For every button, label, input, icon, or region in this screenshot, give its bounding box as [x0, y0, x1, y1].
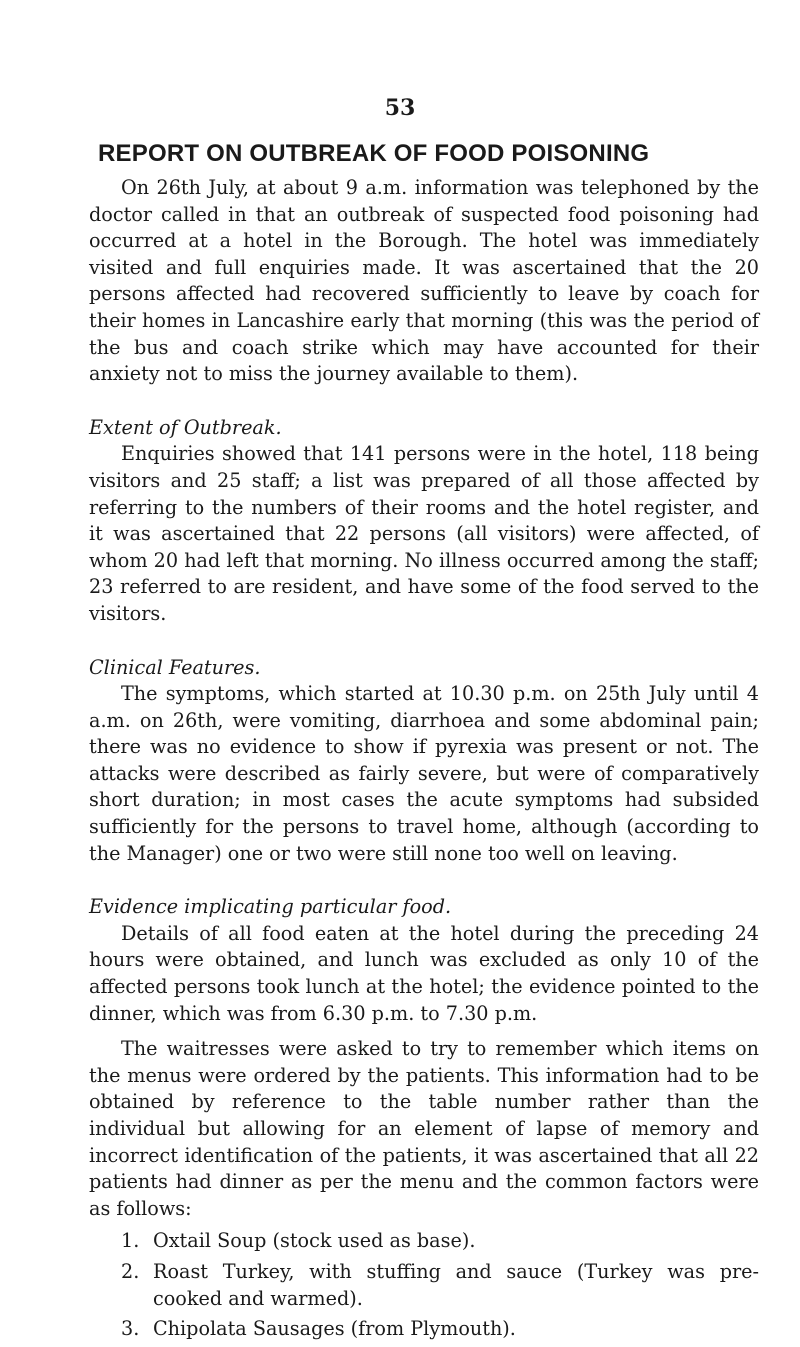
list-item [89, 1316, 759, 1343]
section-spacer [89, 628, 759, 655]
paragraph-clinical: The symptoms, which started at 10.30 p.m. on 25th July until 4 a.m. on 26th, were vomiting, diarrhoea and some abdominal pain; there was no evidence to show if pyrexia was present or not. The attacks were described as fairly severe, but were of comparatively short duration; in most cases the acute symptoms had subsided sufficiently for the persons to travel home, although (according to the Manager) one or two were still none too well on leaving. [89, 682, 759, 865]
page-number: 53 [384, 95, 416, 121]
paragraph-evidence-2: The waitresses were asked to try to remember which items on the menus were ordered by the patients. This information had to be obtained by reference to the table number rather than the individual but allowing for an element of lapse of memory and incorrect identification of the patients, it was ascertained that all 22 patients had dinner as per the menu and the common factors were as follows: [89, 1037, 759, 1220]
report-title: REPORT ON OUTBREAK OF FOOD POISONING [98, 140, 650, 167]
list-item-number: 2. [121, 1259, 140, 1283]
section-spacer [89, 388, 759, 415]
heading-clinical: Clinical Features. [89, 655, 261, 679]
section-spacer [89, 867, 759, 894]
report-body [89, 175, 759, 1347]
list-item [89, 1259, 759, 1312]
list-item-text: Roast Turkey, with stuffing and sauce (Turkey was pre-cooked and warmed). [153, 1259, 759, 1310]
list-item [89, 1228, 759, 1255]
intro-paragraph: On 26th July, at about 9 a.m. information was telephoned by the doctor called in that an outbreak of suspected food poisoning had occurred at a hotel in the Borough. The hotel was immediately visited and full enquiries made. It was ascertained that the 20 persons affected had recovered sufficiently to leave by coach for their homes in Lancashire early that morning (this was the period of the bus and coach strike which may have accounted for their anxiety not to miss the journey available to them). [89, 176, 759, 386]
list-item-text: Chipolata Sausages (from Plymouth). [153, 1317, 516, 1341]
paragraph-extent: Enquiries showed that 141 persons were in the hotel, 118 being visitors and 25 staff; a list was prepared of all those affected by referring to the numbers of their rooms and the hotel register, and it was ascertained that 22 persons (all visitors) were affected, of whom 20 had left that morning. No illness occurred among the staff; 23 referred to are resident, and have some of the food served to the visitors. [89, 442, 759, 625]
common-factors-list [89, 1228, 759, 1342]
list-item-text: Oxtail Soup (stock used as base). [153, 1229, 476, 1253]
list-item-number: 3. [121, 1317, 140, 1341]
heading-extent: Extent of Outbreak. [89, 415, 282, 439]
heading-evidence: Evidence implicating particular food. [89, 895, 452, 919]
paragraph-evidence-1: Details of all food eaten at the hotel during the preceding 24 hours were obtained, and lunch was excluded as only 10 of the affected persons took lunch at the hotel; the evidence pointed to the dinner, which was from 6.30 p.m. to 7.30 p.m. [89, 921, 759, 1025]
list-item-number: 1. [121, 1229, 140, 1253]
